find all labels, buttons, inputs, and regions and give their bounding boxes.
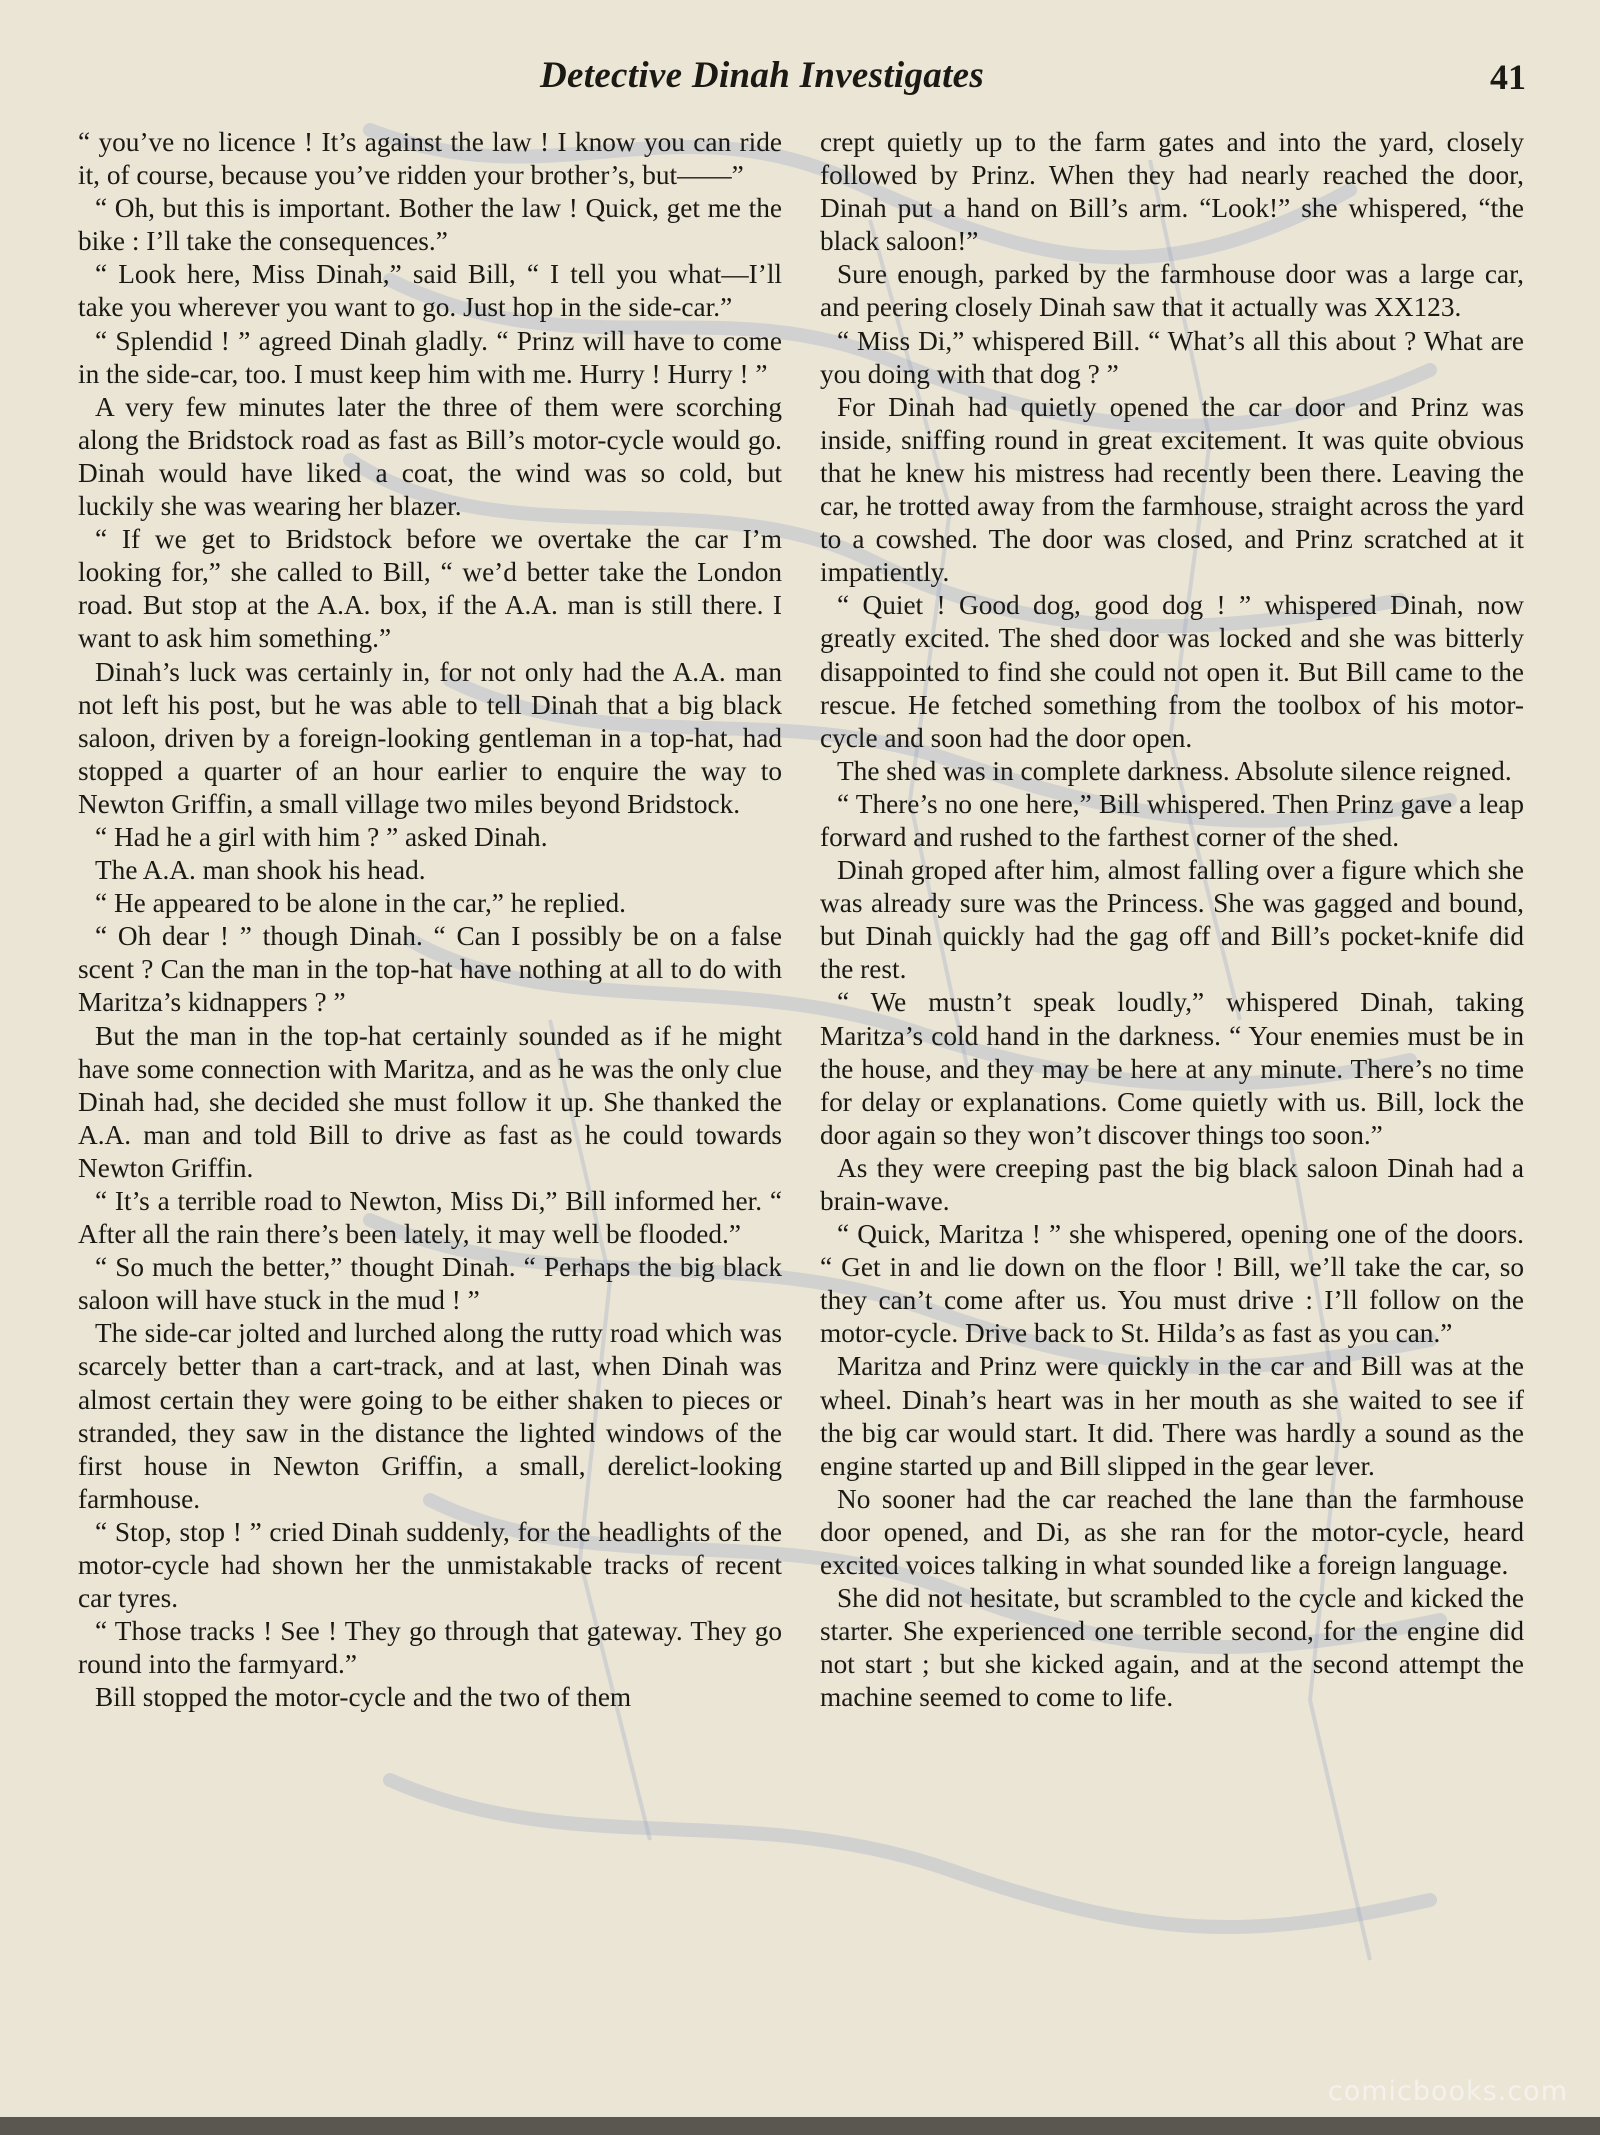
paragraph: “ you’ve no licence ! It’s against the law ! I know you can ride it, of course, because you’ve ridden your brother’s, but——” [78,127,782,191]
paragraph: “ Those tracks ! See ! They go through that gateway. They go round into the farmyard.” [78,1616,782,1680]
running-title: Detective Dinah Investigates [540,55,985,96]
paragraph: But the man in the top-hat certainly sounded as if he might have some connection with Maritza, and as he was the only clue Dinah had, she decided she must follow it up. She thanked the A.A. man and told Bill to drive as fast as he could towards Newton Griffin. [78,1020,782,1183]
left-text-column [78,126,782,1715]
paragraph: “ We mustn’t speak loudly,” whispered Dinah, taking Maritza’s cold hand in the darkness. “ Your enemies must be in the house, and they may be here at any minute. There’s no time for delay or explanations. Come quietly with us. Bill, lock the door again so they won’t discover things too soon.” [820,987,1524,1150]
paragraph: As they were creeping past the big black saloon Dinah had a brain-wave. [820,1152,1524,1216]
watermark: comicbooks.com [1327,2076,1568,2107]
paragraph: Dinah groped after him, almost falling over a figure which she was already sure was the Princess. She was gagged and bound, but Dinah quickly had the gag off and Bill’s pocket-knife did the rest. [820,855,1524,985]
paragraph: She did not hesitate, but scrambled to the cycle and kicked the starter. She experienced one terrible second, for the engine did not start ; but she kicked again, and at the second attempt the machine seemed to come to life. [820,1583,1524,1713]
paragraph: The A.A. man shook his head. [95,855,426,886]
paragraph: Bill stopped the motor-cycle and the two of them [95,1682,632,1713]
paragraph: For Dinah had quietly opened the car door and Prinz was inside, sniffing round in great excitement. It was quite obvious that he knew his mistress had recently been there. Leaving the car, he trotted away from the farmhouse, straight across the yard to a cowshed. The door was closed, and Prinz scratched at it impatiently. [820,391,1524,588]
paragraph: “ Had he a girl with him ? ” asked Dinah. [95,821,548,852]
paragraph: The side-car jolted and lurched along the rutty road which was scarcely better than a cart-track, and at last, when Dinah was almost certain they were going to be either shaken to pieces or stranded, they saw in the distance the lighted windows of the first house in Newton Griffin, a small, derelict-looking farmhouse. [78,1318,782,1514]
paragraph: “ Miss Di,” whispered Bill. “ What’s all this about ? What are you doing with that dog ? ” [820,325,1524,389]
paragraph: Dinah’s luck was certainly in, for not only had the A.A. man not left his post, but he was able to tell Dinah that a big black saloon, driven by a foreign-looking gentleman in a top-hat, had stopped a quarter of an hour earlier to enquire the way to Newton Griffin, a small village two miles beyond Bridstock. [78,656,782,819]
paragraph: “ If we get to Bridstock before we overtake the car I’m looking for,” she called to Bill, “ we’d better take the London road. But stop at the A.A. box, if the A.A. man is still there. I want to ask him something.” [78,524,782,654]
page-header [0,52,1600,112]
page-number: 41 [1490,57,1526,97]
paragraph: “ It’s a terrible road to Newton, Miss Di,” Bill informed her. “ After all the rain there’s been lately, it may well be flooded.” [78,1186,782,1250]
paragraph: “ Oh, but this is important. Bother the law ! Quick, get me the bike : I’ll take the consequences.” [78,193,782,257]
paragraph: crept quietly up to the farm gates and into the yard, closely followed by Prinz. When they had nearly reached the door, Dinah put a hand on Bill’s arm. “Look!” she whispered, “the black saloon!” [820,127,1524,257]
paragraph: “ He appeared to be alone in the car,” he replied. [95,888,626,919]
right-text-column [820,126,1524,1715]
paragraph: “ Quick, Maritza ! ” she whispered, opening one of the doors. “ Get in and lie down on the floor ! Bill, we’ll take the car, so they can’t come after us. You must drive : I’ll follow on the motor-cycle. Drive back to St. Hilda’s as fast as you can.” [820,1219,1524,1349]
paragraph: “ Look here, Miss Dinah,” said Bill, “ I tell you what—I’ll take you wherever you want to go. Just hop in the side-car.” [78,259,782,323]
paragraph: Maritza and Prinz were quickly in the car and Bill was at the wheel. Dinah’s heart was in her mouth as she waited to see if the big car would start. It did. There was hardly a sound as the engine started up and Bill slipped in the gear lever. [820,1351,1524,1481]
paragraph: The shed was in complete darkness. Absolute silence reigned. [837,755,1512,786]
paragraph: No sooner had the car reached the lane than the farmhouse door opened, and Di, as she ran for the motor-cycle, heard excited voices talking in what sounded like a foreign language. [820,1483,1524,1581]
paragraph: “ Quiet ! Good dog, good dog ! ” whispered Dinah, now greatly excited. The shed door was locked and she was bitterly disappointed to find she could not open it. But Bill came to the rescue. He fetched something from the toolbox of his motor-cycle and soon had the door open. [820,590,1524,753]
paragraph: “ Oh dear ! ” though Dinah. “ Can I possibly be on a false scent ? Can the man in the top-hat have nothing at all to do with Maritza’s kidnappers ? ” [78,921,782,1018]
scan-edge [0,2117,1600,2135]
paragraph: “ There’s no one here,” Bill whispered. Then Prinz gave a leap forward and rushed to the farthest corner of the shed. [820,788,1524,852]
paragraph: Sure enough, parked by the farmhouse door was a large car, and peering closely Dinah saw that it actually was XX123. [820,259,1524,323]
paragraph: A very few minutes later the three of them were scorching along the Bridstock road as fast as Bill’s motor-cycle would go. Dinah would have liked a coat, the wind was so cold, but luckily she was wearing her blazer. [78,391,782,522]
paragraph: “ Stop, stop ! ” cried Dinah suddenly, for the headlights of the motor-cycle had shown her the unmistakable tracks of recent car tyres. [78,1516,782,1614]
paragraph: “ So much the better,” thought Dinah. “ Perhaps the big black saloon will have stuck in the mud ! ” [78,1252,782,1316]
paragraph: “ Splendid ! ” agreed Dinah gladly. “ Prinz will have to come in the side-car, too. I must keep him with me. Hurry ! Hurry ! ” [78,325,782,389]
